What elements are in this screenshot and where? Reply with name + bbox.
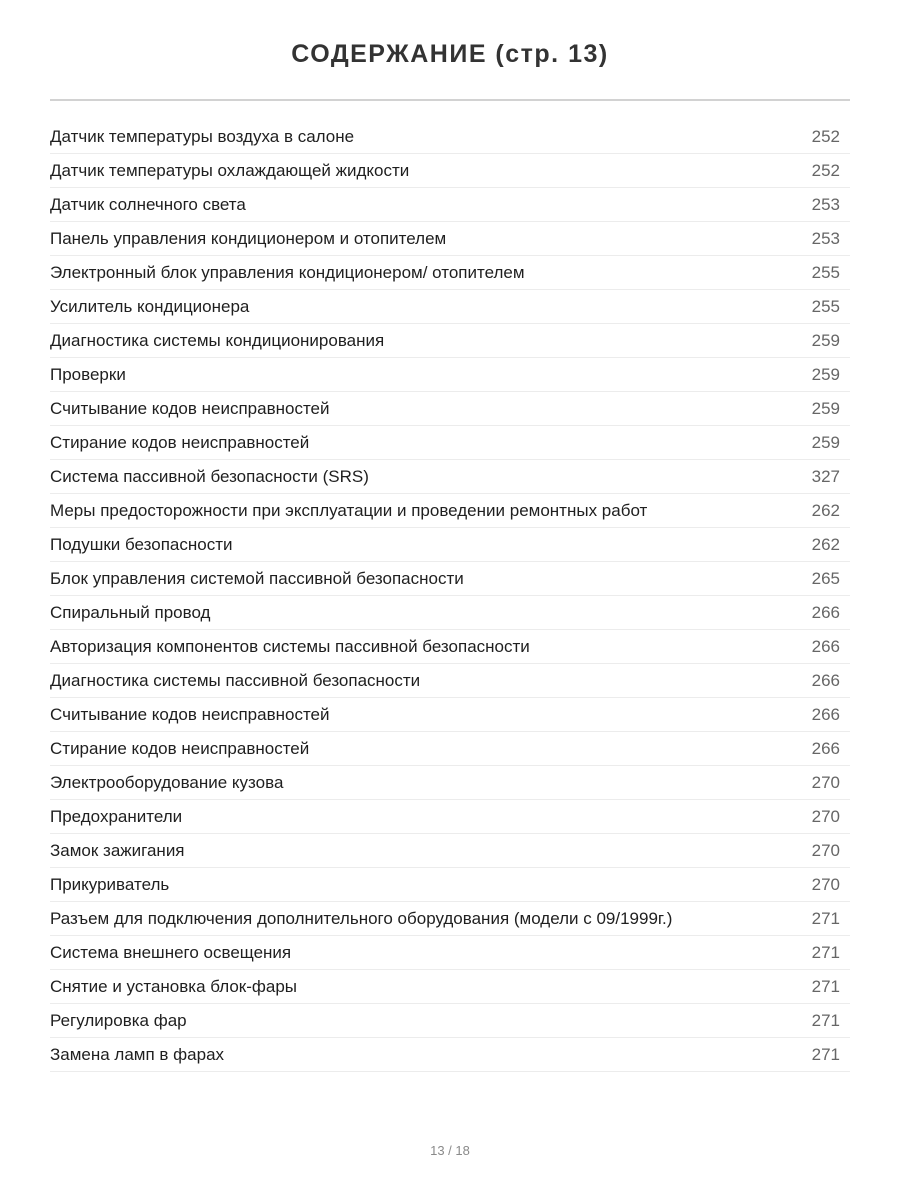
toc-entry[interactable] bbox=[50, 120, 850, 154]
toc-entry-title[interactable]: Электронный блок управления кондиционером/ отопителем bbox=[50, 262, 525, 282]
toc-entry[interactable] bbox=[50, 800, 850, 834]
toc-entry-page-number[interactable]: 266 bbox=[811, 704, 840, 724]
toc-entry-page-number[interactable]: 259 bbox=[811, 364, 840, 384]
toc-entry-page-number[interactable]: 270 bbox=[811, 840, 840, 860]
toc-entry[interactable] bbox=[50, 188, 850, 222]
toc-entry[interactable] bbox=[50, 562, 850, 596]
toc-entry-title[interactable]: Стирание кодов неисправностей bbox=[50, 738, 310, 758]
page-title: СОДЕРЖАНИЕ (стр. 13) bbox=[291, 40, 609, 68]
toc-entry-page-number[interactable]: 270 bbox=[811, 874, 840, 894]
toc-entry[interactable] bbox=[50, 426, 850, 460]
toc-entry-title[interactable]: Панель управления кондиционером и отопителем bbox=[50, 228, 447, 248]
toc-entry[interactable] bbox=[50, 222, 850, 256]
toc-entry-page-number[interactable]: 259 bbox=[811, 432, 840, 452]
toc-entry[interactable] bbox=[50, 392, 850, 426]
toc-entry[interactable] bbox=[50, 936, 850, 970]
toc-entry-title[interactable]: Прикуриватель bbox=[50, 874, 170, 894]
toc-entry-page-number[interactable]: 270 bbox=[811, 772, 840, 792]
title-divider bbox=[50, 99, 850, 101]
toc-entry-page-number[interactable]: 259 bbox=[811, 330, 840, 350]
toc-entry-title[interactable]: Блок управления системой пассивной безопасности bbox=[50, 568, 464, 588]
toc-entry-title[interactable]: Считывание кодов неисправностей bbox=[50, 704, 330, 724]
toc-entry-title[interactable]: Диагностика системы кондиционирования bbox=[50, 330, 385, 350]
toc-entry-page-number[interactable]: 262 bbox=[811, 534, 840, 554]
toc-entry-title[interactable]: Датчик температуры воздуха в салоне bbox=[50, 126, 355, 146]
toc-entry[interactable] bbox=[50, 698, 850, 732]
toc-entry[interactable] bbox=[50, 460, 850, 494]
toc-entry-page-number[interactable]: 252 bbox=[811, 126, 840, 146]
toc-entry-page-number[interactable]: 255 bbox=[811, 296, 840, 316]
toc-entry[interactable] bbox=[50, 358, 850, 392]
toc-entry-page-number[interactable]: 266 bbox=[811, 738, 840, 758]
toc-entry-title[interactable]: Замена ламп в фарах bbox=[50, 1044, 225, 1064]
toc-entry-title[interactable]: Диагностика системы пассивной безопасности bbox=[50, 670, 421, 690]
toc-entry-title[interactable]: Датчик солнечного света bbox=[50, 194, 246, 214]
toc-entry-page-number[interactable]: 271 bbox=[811, 976, 840, 996]
toc-entry[interactable] bbox=[50, 970, 850, 1004]
toc-entry-page-number[interactable]: 271 bbox=[811, 1010, 840, 1030]
toc-entry[interactable] bbox=[50, 154, 850, 188]
toc-entry-page-number[interactable]: 266 bbox=[811, 636, 840, 656]
toc-entry[interactable] bbox=[50, 732, 850, 766]
toc-entry-page-number[interactable]: 253 bbox=[811, 228, 840, 248]
toc-entry-title[interactable]: Разъем для подключения дополнительного оборудования (модели с 09/1999г.) bbox=[50, 908, 673, 928]
toc-entry-page-number[interactable]: 266 bbox=[811, 602, 840, 622]
toc-entry-page-number[interactable]: 255 bbox=[811, 262, 840, 282]
toc-entry-title[interactable]: Подушки безопасности bbox=[50, 534, 233, 554]
toc-entry[interactable] bbox=[50, 664, 850, 698]
toc-entry[interactable] bbox=[50, 902, 850, 936]
toc-entry-page-number[interactable]: 270 bbox=[811, 806, 840, 826]
toc-entry-page-number[interactable]: 271 bbox=[811, 1044, 840, 1064]
toc-entry-page-number[interactable]: 265 bbox=[811, 568, 840, 588]
toc-entry-page-number[interactable]: 253 bbox=[811, 194, 840, 214]
toc-entry[interactable] bbox=[50, 630, 850, 664]
toc-entry[interactable] bbox=[50, 528, 850, 562]
toc-entry-title[interactable]: Система внешнего освещения bbox=[50, 942, 292, 962]
table-of-contents bbox=[50, 120, 850, 1072]
toc-entry-title[interactable]: Электрооборудование кузова bbox=[50, 772, 284, 792]
toc-entry[interactable] bbox=[50, 596, 850, 630]
toc-entry[interactable] bbox=[50, 1038, 850, 1072]
toc-entry-page-number[interactable]: 252 bbox=[811, 160, 840, 180]
toc-entry[interactable] bbox=[50, 494, 850, 528]
toc-entry[interactable] bbox=[50, 868, 850, 902]
toc-entry-title[interactable]: Датчик температуры охлаждающей жидкости bbox=[50, 160, 410, 180]
toc-entry[interactable] bbox=[50, 766, 850, 800]
toc-entry[interactable] bbox=[50, 324, 850, 358]
toc-entry-page-number[interactable]: 259 bbox=[811, 398, 840, 418]
toc-entry[interactable] bbox=[50, 834, 850, 868]
toc-entry-title[interactable]: Авторизация компонентов системы пассивной безопасности bbox=[50, 636, 530, 656]
toc-entry-title[interactable]: Предохранители bbox=[50, 806, 183, 826]
toc-entry-title[interactable]: Проверки bbox=[50, 364, 126, 384]
toc-entry-page-number[interactable]: 262 bbox=[811, 500, 840, 520]
toc-entry[interactable] bbox=[50, 290, 850, 324]
toc-entry-title[interactable]: Система пассивной безопасности (SRS) bbox=[50, 466, 369, 486]
toc-entry-title[interactable]: Стирание кодов неисправностей bbox=[50, 432, 310, 452]
toc-entry-title[interactable]: Спиральный провод bbox=[50, 602, 211, 622]
toc-entry[interactable] bbox=[50, 1004, 850, 1038]
toc-entry[interactable] bbox=[50, 256, 850, 290]
toc-entry-page-number[interactable]: 271 bbox=[811, 942, 840, 962]
toc-entry-title[interactable]: Снятие и установка блок-фары bbox=[50, 976, 298, 996]
toc-entry-title[interactable]: Замок зажигания bbox=[50, 840, 185, 860]
toc-entry-title[interactable]: Регулировка фар bbox=[50, 1010, 187, 1030]
toc-entry-page-number[interactable]: 327 bbox=[811, 466, 840, 486]
page-number: 13 / 18 bbox=[430, 1143, 470, 1158]
toc-entry-page-number[interactable]: 271 bbox=[811, 908, 840, 928]
toc-entry-title[interactable]: Считывание кодов неисправностей bbox=[50, 398, 330, 418]
toc-entry-page-number[interactable]: 266 bbox=[811, 670, 840, 690]
toc-entry-title[interactable]: Меры предосторожности при эксплуатации и проведении ремонтных работ bbox=[50, 500, 648, 520]
toc-entry-title[interactable]: Усилитель кондиционера bbox=[50, 296, 250, 316]
